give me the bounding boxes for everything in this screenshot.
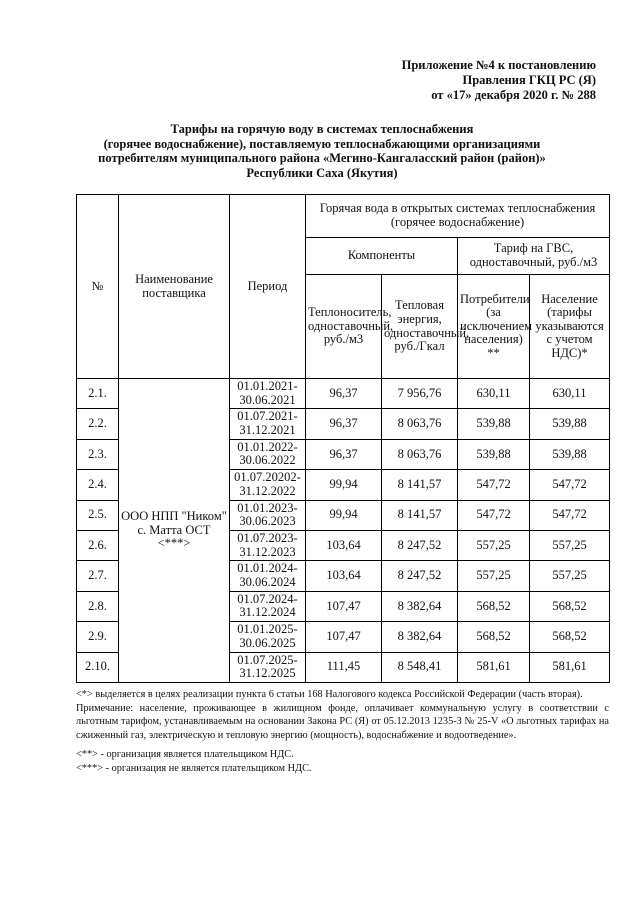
row-consumers: 568,52 [458, 622, 530, 652]
header-supplier: Наименование поставщика [119, 195, 230, 379]
header-tariff: Тариф на ГВС, одноставочный, руб./м3 [458, 238, 610, 275]
row-heat-carrier: 107,47 [306, 622, 382, 652]
row-num: 2.5. [77, 500, 119, 530]
row-heat-energy: 8 063,76 [382, 409, 458, 439]
footnote-vat-star: <*> выделяется в целях реализации пункта 6 статьи 168 Налогового кодекса Российской Федерации (часть вторая). [76, 689, 583, 700]
header-population: Население (тарифы указываются с учетом НДС)* [530, 275, 610, 379]
table-row [77, 379, 610, 409]
row-period: 01.01.2023-30.06.2023 [230, 500, 306, 530]
title-line-2: (горячее водоснабжение), поставляемую теплоснабжающими организациями [103, 136, 541, 151]
row-num: 2.4. [77, 470, 119, 500]
row-num: 2.8. [77, 591, 119, 621]
row-period: 01.07.2024-31.12.2024 [230, 591, 306, 621]
title-line-4: Республики Саха (Якутия) [246, 165, 398, 180]
row-population: 547,72 [530, 500, 610, 530]
row-num: 2.3. [77, 439, 119, 469]
title-line-1: Тарифы на горячую воду в системах теплоснабжения [170, 122, 474, 136]
row-consumers: 581,61 [458, 652, 530, 682]
row-consumers: 547,72 [458, 500, 530, 530]
row-population: 557,25 [530, 530, 610, 560]
row-heat-carrier: 96,37 [306, 409, 382, 439]
row-num: 2.2. [77, 409, 119, 439]
appendix-line-1: Приложение №4 к постановлению [401, 58, 596, 72]
document-title [72, 122, 572, 180]
row-num: 2.9. [77, 622, 119, 652]
row-population: 557,25 [530, 561, 610, 591]
row-heat-carrier: 99,94 [306, 500, 382, 530]
row-population: 581,61 [530, 652, 610, 682]
header-components: Компоненты [306, 238, 458, 275]
row-heat-energy: 8 382,64 [382, 622, 458, 652]
header-heat-carrier: Теплоноситель, одноставочный, руб./м3 [306, 275, 382, 379]
row-population: 547,72 [530, 470, 610, 500]
row-num: 2.7. [77, 561, 119, 591]
footnote-vat-payer: <**> - организация является плательщиком НДС. [76, 749, 294, 760]
row-consumers: 557,25 [458, 530, 530, 560]
row-consumers: 557,25 [458, 561, 530, 591]
row-heat-energy: 8 247,52 [382, 561, 458, 591]
row-heat-energy: 8 382,64 [382, 591, 458, 621]
appendix-header [402, 58, 596, 103]
table-body [77, 195, 610, 683]
row-consumers: 547,72 [458, 470, 530, 500]
row-population: 568,52 [530, 622, 610, 652]
row-period: 01.01.2021-30.06.2021 [230, 379, 306, 409]
tariffs-table [76, 194, 610, 683]
supplier-name: ООО НПП "Ником" с. Матта ОСТ <***> [119, 379, 230, 683]
header-row-top [77, 195, 610, 238]
row-num: 2.10. [77, 652, 119, 682]
header-heat-energy: Тепловая энергия, одноставочный, руб./Гкал [382, 275, 458, 379]
row-period: 01.01.2022-30.06.2022 [230, 439, 306, 469]
header-hot-water-group: Горячая вода в открытых системах теплоснабжения (горячее водоснабжение) [306, 195, 610, 238]
row-num: 2.1. [77, 379, 119, 409]
title-line-3: потребителям муниципального района «Мегино-Кангаласский район (район)» [98, 151, 546, 165]
row-heat-carrier: 103,64 [306, 530, 382, 560]
row-consumers: 630,11 [458, 379, 530, 409]
row-heat-energy: 8 063,76 [382, 439, 458, 469]
row-consumers: 539,88 [458, 409, 530, 439]
row-period: 01.01.2025-30.06.2025 [230, 622, 306, 652]
row-heat-carrier: 111,45 [306, 652, 382, 682]
row-heat-carrier: 103,64 [306, 561, 382, 591]
header-num: № [77, 195, 119, 379]
row-period: 01.07.20202-31.12.2022 [230, 470, 306, 500]
row-consumers: 539,88 [458, 439, 530, 469]
header-consumers: Потребители (за исключением населения) ** [458, 275, 530, 379]
row-period: 01.07.2025-31.12.2025 [230, 652, 306, 682]
footnote-population-note: Примечание: население, проживающее в жилищном фонде, оплачивает коммунальную услугу в соответствии с льготным тарифом, устанавливаемым на основании Закона РС (Я) от 05.12.2013 1235-З № 25-V «О льготных тарифах на сжиженный газ, электрическую и тепловую энергию (мощность), водоснабжение и водоотведение». [76, 702, 609, 741]
row-period: 01.07.2021-31.12.2021 [230, 409, 306, 439]
row-heat-carrier: 96,37 [306, 379, 382, 409]
appendix-line-2: Правления ГКЦ РС (Я) [462, 73, 596, 87]
appendix-line-3: от «17» декабря 2020 г. № 288 [431, 88, 596, 102]
row-heat-carrier: 96,37 [306, 439, 382, 469]
row-heat-carrier: 99,94 [306, 470, 382, 500]
row-heat-carrier: 107,47 [306, 591, 382, 621]
row-num: 2.6. [77, 530, 119, 560]
row-population: 539,88 [530, 409, 610, 439]
row-period: 01.07.2023-31.12.2023 [230, 530, 306, 560]
row-population: 539,88 [530, 439, 610, 469]
row-heat-energy: 7 956,76 [382, 379, 458, 409]
header-period: Период [230, 195, 306, 379]
row-heat-energy: 8 247,52 [382, 530, 458, 560]
row-consumers: 568,52 [458, 591, 530, 621]
row-heat-energy: 8 141,57 [382, 500, 458, 530]
footnote-vat-non-payer: <***> - организация не является плательщиком НДС. [76, 762, 312, 774]
row-heat-energy: 8 141,57 [382, 470, 458, 500]
row-period: 01.01.2024-30.06.2024 [230, 561, 306, 591]
footnotes [76, 688, 609, 775]
row-population: 568,52 [530, 591, 610, 621]
row-population: 630,11 [530, 379, 610, 409]
row-heat-energy: 8 548,41 [382, 652, 458, 682]
